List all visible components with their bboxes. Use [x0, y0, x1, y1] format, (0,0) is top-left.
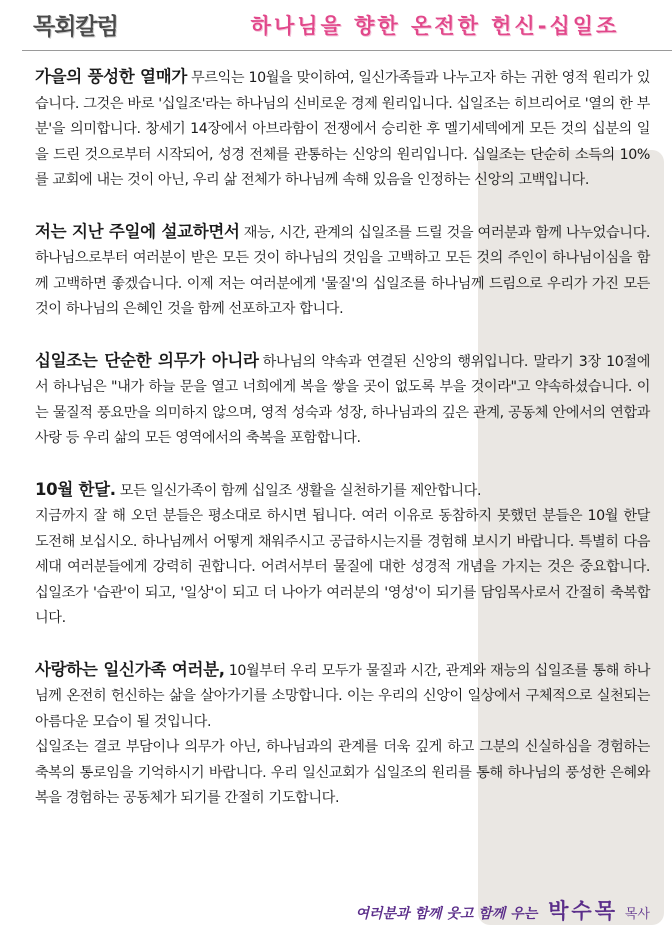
paragraph-2-lead: 저는 지난 주일에 설교하면서 — [35, 221, 240, 241]
paragraph-4-text-continued: 지금까지 잘 해 오던 분들은 평소대로 하시면 됩니다. 여러 이유로 동참하지 못했던 분들은 10월 한달 도전해 보십시오. 하나님께서 어떻게 채워주시고 공급하시는지를 경험해 보시기 바랍니다. 특별히 다음세대 여러분들에게 강력히 권합니다. 어려서부터 물질에 대한 성경적 개념을 가지는 것은 중요합니다. 십일조가 '습관'이 되고, '일상'이 되고 더 나아가 여러분의 '영성'이 되기를 담임목사로서 간절히 축복합니다. — [35, 508, 650, 626]
signature — [355, 895, 650, 925]
paragraph-5-text: 10월부터 우리 모두가 물질과 시간, 관계와 재능의 십일조를 통해 하나님께 온전히 헌신하는 삶을 살아가기를 소망합니다. 이는 우리의 신앙이 일상에서 구체적으로 실천되는 아름다운 모습이 될 것입니다. — [35, 662, 651, 730]
header-divider — [22, 50, 672, 51]
paragraph-3-text: 하나님의 약속과 연결된 신앙의 행위입니다. 말라기 3장 10절에서 하나님은 "내가 하늘 문을 열고 너희에게 복을 쌓을 곳이 없도록 부을 것이라"고 약속하셨습니다. 이는 물질적 풍요만을 의미하지 않으며, 영적 성숙과 성장, 하나님과의 깊은 관계, 공동체 안에서의 연합과 사랑 등 우리 삶의 모든 영역에서의 축복을 포함합니다. — [35, 353, 650, 446]
column-label: 목회칼럼 — [33, 14, 118, 40]
signature-title: 목사 — [624, 907, 650, 922]
paragraph-4-lead: 10월 한달. — [35, 479, 116, 499]
paragraph-1-lead: 가을의 풍성한 열매가 — [35, 67, 187, 86]
paragraph-4-text: 모든 일신가족이 함께 십일조 생활을 실천하기를 제안합니다. — [119, 482, 482, 499]
paragraph-1-text: 무르익는 10월을 맞이하여, 일신가족들과 나누고자 하는 귀한 영적 원리가 있습니다. 그것은 바로 '십일조'라는 하나님의 신비로운 경제 원리입니다. 십일조는 히브리어로 '열의 한 부분'을 의미합니다. 창세기 14장에서 아브라함이 전쟁에서 승리한 후 멜기세덱에게 모든 것의 십분의 일을 드린 것으로부터 시작되어, 성경 전체를 관통하는 신앙의 원리입니다. 십일조는 단순히 소득의 10%를 교회에 내는 것이 아닌, 우리 삶 전체가 하나님께 속해 있음을 인정하는 신앙의 고백입니다. — [35, 70, 651, 188]
signature-phrase: 여러분과 함께 웃고 함께 우는 — [355, 906, 538, 922]
paragraph-2 — [35, 219, 650, 323]
paragraph-2-text: 재능, 시간, 관계의 십일조를 드릴 것을 여러분과 함께 나누었습니다. 하나님으로부터 여러분이 받은 모든 것이 하나님의 것임을 고백하고 모든 것의 주인이 하나님이심을 함께 고백하면 좋겠습니다. 이제 저는 여러분에게 '물질'의 십일조를 하나님께 드림으로 우리가 가진 모든 것이 하나님의 은혜인 것을 함께 선포하고자 합니다. — [35, 224, 650, 317]
article-body — [35, 64, 650, 837]
paragraph-1 — [35, 64, 650, 194]
paragraph-5 — [35, 657, 650, 812]
paragraph-4 — [35, 477, 650, 632]
signature-name: 박수목 — [548, 899, 618, 923]
paragraph-3 — [35, 348, 650, 452]
page-header — [0, 0, 672, 48]
paragraph-3-lead: 십일조는 단순한 의무가 아니라 — [35, 350, 259, 370]
page-title: 하나님을 향한 온전한 헌신-십일조 — [250, 14, 620, 38]
paragraph-5-text-continued: 십일조는 결코 부담이나 의무가 아닌, 하나님과의 관계를 더욱 깊게 하고 그분의 신실하심을 경험하는 축복의 통로임을 기억하시기 바랍니다. 우리 일신교회가 십일조의 원리를 통해 하나님의 풍성한 은혜와 복을 경험하는 공동체가 되기를 간절히 기도합니다. — [35, 739, 650, 806]
paragraph-5-lead: 사랑하는 일신가족 여러분, — [35, 659, 225, 679]
